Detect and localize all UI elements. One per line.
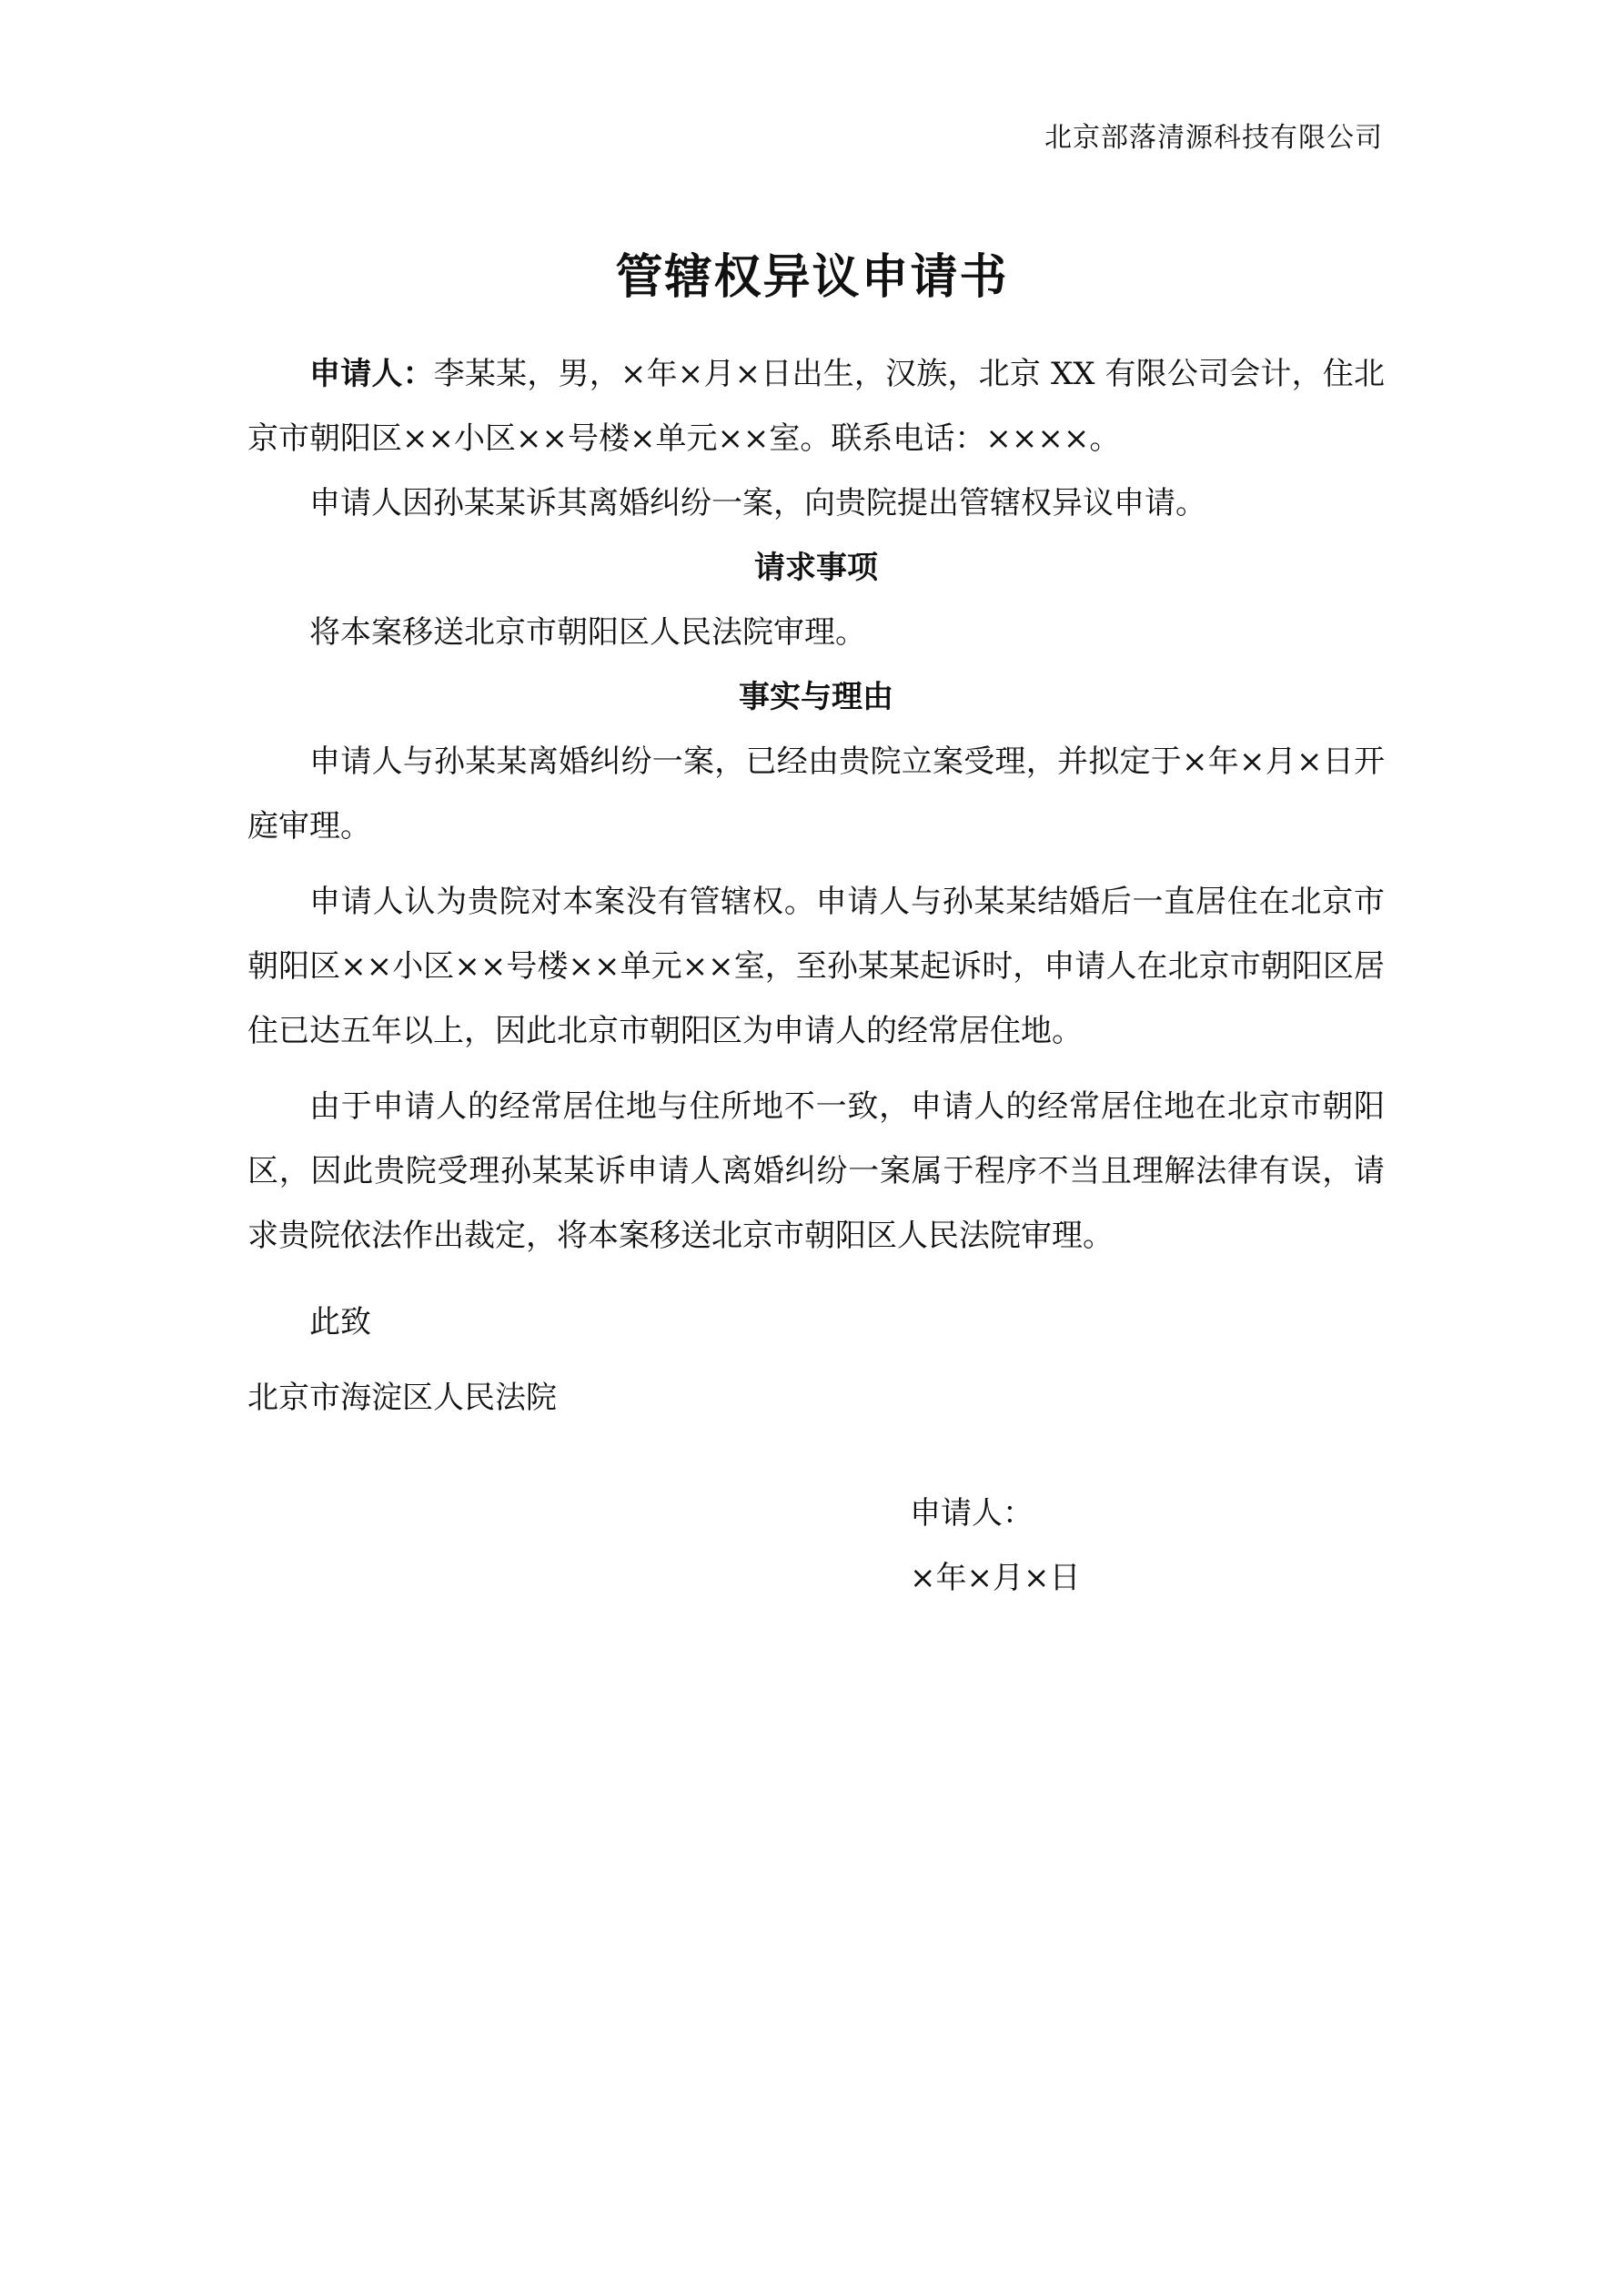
signature-block <box>910 1482 1080 1611</box>
intro-paragraph: 申请人因孙某某诉其离婚纠纷一案，向贵院提出管辖权异议申请。 <box>309 485 1206 521</box>
recipient-court: 北京市海淀区人民法院 <box>247 1380 557 1416</box>
applicant-paragraph <box>247 342 1385 471</box>
header-company-name: 北京部落清源科技有限公司 <box>1044 122 1383 154</box>
request-paragraph: 将本案移送北京市朝阳区人民法院审理。 <box>309 614 866 651</box>
closing-text: 此致 <box>309 1304 371 1340</box>
document-body <box>247 342 1385 1431</box>
document-title: 管辖权异议申请书 <box>615 249 1009 305</box>
signature-label: 申请人： <box>910 1495 1034 1532</box>
facts-paragraph-2: 申请人认为贵院对本案没有管辖权。申请人与孙某某结婚后一直居住在北京市朝阳区××小区××号楼××单元××室，至孙某某起诉时，申请人在北京市朝阳区居住已达五年以上，因此北京市朝阳区为申请人的经常居住地。 <box>247 884 1385 1049</box>
request-heading: 请求事项 <box>754 550 878 586</box>
applicant-info: 李某某，男，×年×月×日出生，汉族，北京 XX 有限公司会计，住北京市朝阳区××小区××号楼×单元××室。联系电话：××××。 <box>247 356 1385 457</box>
facts-paragraph-1: 申请人与孙某某离婚纠纷一案，已经由贵院立案受理，并拟定于×年×月×日开庭审理。 <box>247 743 1385 845</box>
facts-heading: 事实与理由 <box>739 679 893 715</box>
signature-date: ×年×月×日 <box>910 1560 1081 1596</box>
applicant-label: 申请人： <box>309 356 434 392</box>
facts-paragraph-3: 由于申请人的经常居住地与住所地不一致，申请人的经常居住地在北京市朝阳区，因此贵院受理孙某某诉申请人离婚纠纷一案属于程序不当且理解法律有误，请求贵院依法作出裁定，将本案移送北京市朝阳区人民法院审理。 <box>247 1088 1385 1254</box>
